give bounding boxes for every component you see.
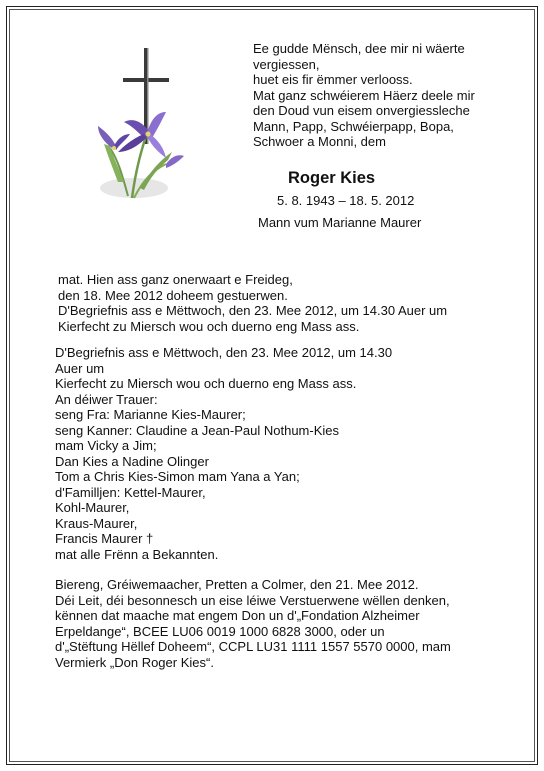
spouse-line: Mann vum Marianne Maurer	[258, 215, 422, 230]
detail-line: d'Familljen: Kettel-Maurer,	[55, 484, 206, 500]
closing-line: kënnen dat maache mat engem Don un d'„Fondation Alzheimer	[55, 608, 420, 623]
notice-line: Kierfecht zu Miersch wou och duerno eng Mass ass.	[58, 318, 360, 334]
detail-line: mam Vicky a Jim;	[55, 438, 157, 453]
closing-text	[55, 577, 451, 670]
closing-line: Biereng, Gréiwemaacher, Pretten a Colmer, den 21. Mee 2012.	[55, 577, 419, 592]
intro-line: Schwoer a Monni, dem	[253, 134, 386, 149]
detail-line: Auer um	[55, 360, 105, 376]
notice-line: D'Begriefnis ass e Mëttwoch, den 23. Mee 2012, um 14.30 Auer um	[58, 303, 448, 318]
detail-line: An déiwer Trauer:	[55, 391, 158, 407]
detail-line: D'Begriefnis ass e Mëttwoch, den 23. Mee 2012, um 14.30	[55, 345, 393, 360]
cross-with-iris-illustration	[88, 48, 188, 208]
closing-line: d'„Stëftung Hëllef Doheem“, CCPL LU31 1111 1557 5570 0000, mam	[55, 639, 451, 654]
intro-line: den Doud vun eisem onvergiesslech​e	[253, 103, 470, 118]
notice-line: den 18. Mee 2012 doheem gestuerwen.	[58, 287, 288, 303]
detail-line: Kraus-Maurer,	[55, 515, 138, 531]
detail-line: Dan Kies a Nadine Olinger	[55, 453, 209, 469]
life-dates: 5. 8. 1943 – 18. 5. 2012	[277, 193, 415, 208]
funeral-and-mourners-text	[55, 345, 392, 562]
death-notice-text	[58, 272, 447, 334]
detail-line: Kierfecht zu Miersch wou och duerno eng Mass ass.	[55, 376, 357, 391]
closing-line: Erpeldange“, BCEE LU06 0019 1000 6828 3000, oder un	[55, 623, 385, 639]
detail-line: Francis Maurer †	[55, 531, 154, 546]
closing-line: Vermierk „Don Roger Kies“.	[55, 654, 214, 670]
intro-line: huet eis fir ëmmer verlooss.	[253, 72, 413, 87]
detail-line: mat alle Frënn a Bekannten.	[55, 546, 219, 562]
intro-line: Mat ganz schwéierem Häerz deele mir	[253, 87, 475, 103]
intro-line: Mann, Papp, Schwéierpapp, Bopa,	[253, 118, 454, 134]
intro-line: vergiessen,	[253, 56, 320, 72]
intro-line: Ee gudde Mënsch, dee mir ni wäerte	[253, 41, 465, 56]
notice-line: mat. Hien ass ganz onerwaart e Freideg,	[58, 272, 293, 287]
iris-flower-icon	[98, 112, 184, 198]
detail-line: seng Kanner: Claudine a Jean-Paul Nothum-Kies	[55, 422, 340, 438]
closing-line: Déi Leit, déi besonnesch un eise léiwe Verstuerwene wëllen denken,	[55, 592, 450, 608]
deceased-name: Roger Kies	[288, 169, 376, 187]
detail-line: seng Fra: Marianne Kies-Maurer;	[55, 407, 246, 422]
intro-text	[253, 41, 475, 150]
detail-line: Tom a Chris Kies-Simon mam Yana a Yan;	[55, 469, 300, 484]
detail-line: Kohl-Maurer,	[55, 500, 130, 515]
